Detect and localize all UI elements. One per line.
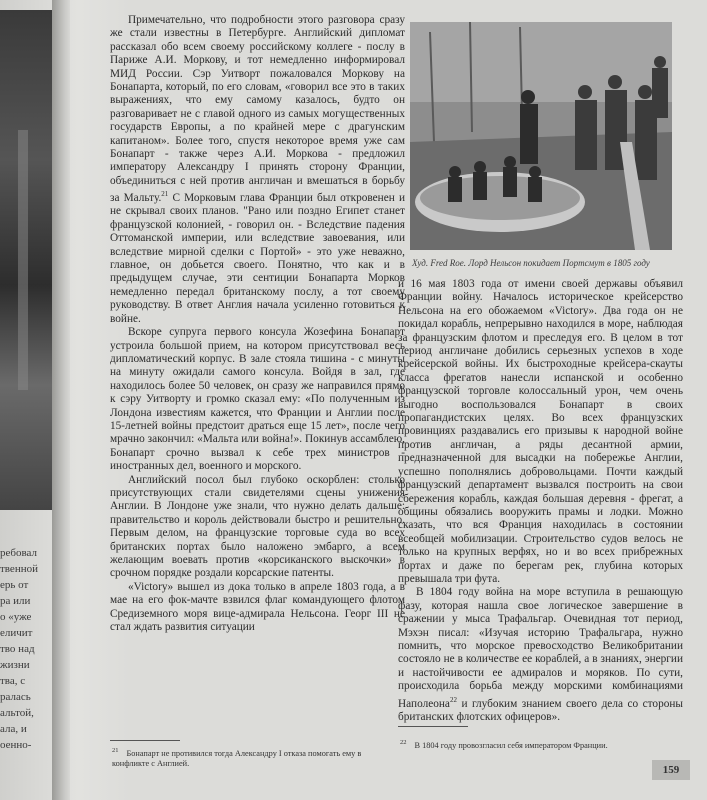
paragraph: и 16 мая 1803 года от имени своей державы объявил Франции войну. Началось историческое крейсерство Нельсона на его обожаемом «Victory». Два года он не покидал корабль, непрерывно находился в море, наблюдая за французским флотом и преследуя его. В целом в тот период англичане добились серьезных успехов в ходе крейсерской войны. Их быстроходные крейсера-скауты класса фрегатов нанесли испанской и особенно французской торговле колоссальный урон, чем очень выгодно воспользовался Бонапарт в своих пропагандистских целях. Во всех французских провинциях раздавались его призывы к народной войне против англичан, а ряды десантной армии, предназначенной для высадки на побережье Англии, успешно пополнялись добровольцами. Почти каждый французский департамент вызвался построить на свои сбережения корабль, каждая большая деревня - фрегат, а общины обязались вооружить прамы и лодки. Можно сказать, что вся Франция находилась в состоянии всеобщей мобилизации. Строительство судов велось не только на крупных верфях, но и во всех прибрежных портах и даже по берегам рек, глубина которых превышала три фута. [398, 278, 683, 585]
previous-page-line: о «уже [0, 611, 32, 623]
footnote-rule-right [398, 726, 468, 727]
illustration-caption: Худ. Fred Roe. Лорд Нельсон покидает Портсмут в 1805 году [412, 258, 650, 268]
footnote-ref: 22 [449, 695, 457, 704]
previous-page-line: ала, и [0, 723, 27, 735]
paragraph: Английский посол был глубоко оскорблен: столько присутствующих стали свидетелями сцены унижения Англии. В Лондоне уже знали, что нужно делать дальше: правительство и король действовали быстро и решительно. Первым делом, на французские торговые суда во всех британских портах было наложено эмбарго, а всем желающим воевать против «корсиканского выскочки» в срочном порядке роздали корсарские патенты. [110, 473, 405, 580]
paragraph: Примечательно, что подробности этого разговора сразу же стали известны в Петербурге. Английский дипломат рассказал обо всем своему российскому коллеге - послу в Париже А.И. Моркову, и тот немедленно информировал МИД России. Сэр Уитворт пожаловался Моркову на Бонапарта, который, по его словам, «говорил все это в таких выражениях, что ему самому казалось, будто он разговаривает не с главой одного из самых могущественных государств Европы, а по крайней мере с драгунским капитаном». Более того, спустя некоторое время уже сам Бонапарт - также через А.И. Моркова - предложил императору Александру I принять сторону Франции, объединиться с ней против англичан и вмешаться в борьбу за Мальту.$^{21}$ С Морковым глава Франции был откровенен и не скрывал своих планов. "Рано или поздно Египет станет французской колонией, - говорил он. - Вследствие падения Оттоманской империи, или вследствие завоевания, или вследствие мирной сделки с Портой» - это уже неважно, главное, он добьется своего. Понятно, что как и в предыдущем случае, эти сентиции Бонапарта Морков немедленно передал британскому послу, а тот своему руководству. В ответ Англия начала усиленно готовиться к войне. [110, 14, 405, 325]
previous-page-line: тво над [0, 643, 35, 655]
paragraph: «Victory» вышел из дока только в апреле 1803 года, а в мае на его фок-мачте взвился флаг командующего флотом Средиземного моря вице-адмирала Нельсона. Георг III не стал ждать развития ситуации [110, 580, 405, 634]
previous-page-line: альтой, [0, 707, 34, 719]
previous-page-line: ра или [0, 595, 31, 607]
previous-page-line: еличит [0, 627, 33, 639]
right-text-column [398, 278, 683, 724]
footnote-22: $^{22}$ В 1804 году провозгласил себя императором Франции. [400, 739, 608, 750]
page-number: 159 [652, 760, 690, 780]
previous-page-line: жизни [0, 659, 30, 671]
footnote-ref: 21 [161, 190, 169, 199]
previous-page-line: ерь от [0, 579, 29, 591]
previous-page-line: тва, с [0, 675, 26, 687]
left-text-column [110, 14, 405, 634]
previous-page-line: ребовал [0, 547, 37, 559]
previous-page-line: твенной [0, 563, 38, 575]
previous-page-text-fragment [0, 545, 44, 753]
book-binding [52, 0, 70, 800]
previous-page-line: оенно- [0, 739, 32, 751]
paragraph: В 1804 году война на море вступила в решающую фазу, которая нашла свое логическое завершение в сражении у мыса Трафальгар. Очевидная тот период, Мэхэн писал: «Изучая историю Трафальгара, нужно помнить, что морское превосходство Великобритании состояло не в количестве ее кораблей, а в знаниях, энергии и настойчивости ее адмиралов и моряков. По сути, происходила борьба между морскими комбинациями Наполеона$^{22}$ и глубоким знанием своего дела со стороны британских флотских офицеров». [398, 586, 684, 723]
footnote-rule-left [110, 740, 180, 741]
previous-page-line: ралась [0, 691, 31, 703]
illustration-nelson-leaves-portsmouth [410, 22, 672, 250]
paragraph: Вскоре супруга первого консула Жозефина Бонапарт устроила большой прием, на котором присутствовал весь дипломатический корпус. В зале стояла тишина - с минуты на минуту ожидали самого консула. Войдя в зал, где находилось более 50 человек, он сразу же направился прямо к сэру Уитворту и громко сказал ему: «По полученным из Лондона известиям кажется, что Франции и Англии после 15-летней войны предстоит драться еще 15 лет», после чего мрачно закончил: «Мальта или война!». Покинув ассамблею, Бонапарт срочно вызвал к себе трех министров - иностранных дел, военного и морского. [110, 326, 405, 473]
footnote-21: $^{21}$ Бонапарт не противился тогда Александру I отказа помогать ему в конфликте с Англией. [112, 747, 362, 768]
previous-page-photo [0, 10, 52, 510]
